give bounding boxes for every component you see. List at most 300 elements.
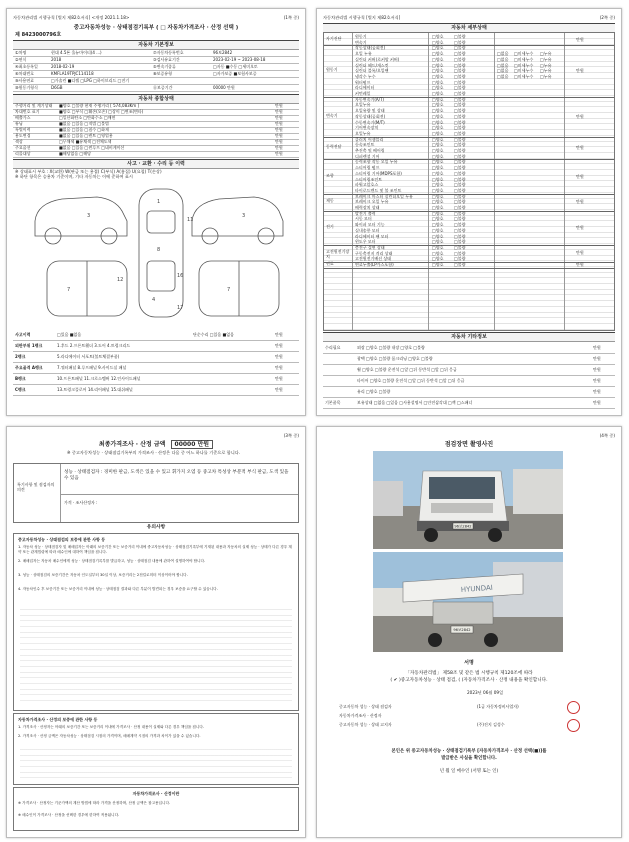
status-bad: □불량	[454, 182, 466, 188]
field-value: KMFLA19TPJC114118	[51, 71, 94, 76]
item-label: 동력조향 작동 오일 누유	[355, 159, 398, 165]
status-bad: □불량	[454, 244, 466, 250]
signer-role: 중고자동차 성능 · 상태 점검자	[339, 704, 392, 709]
group-label: 전기	[326, 223, 334, 229]
item-label: 스티어링 기어(MDPS포함)	[355, 170, 402, 176]
price-definition-title: 자동차가격조사 · 산정이란	[132, 791, 180, 796]
sign-date: 2023년 06월 09일	[467, 690, 504, 695]
field-label: ⑤변속기종류	[153, 64, 176, 69]
page-2	[316, 8, 622, 416]
status-bad: □불량	[454, 142, 466, 148]
group-label: 동력전달	[326, 144, 342, 149]
accident-label: B랭크	[15, 376, 26, 381]
status-good: □양호	[432, 199, 444, 205]
price-unit: 만원	[275, 151, 283, 156]
accident-value: 7.쿼터패널 8.루프패널 9.사이드실 패널	[57, 365, 127, 370]
svg-text:HYUNDAI: HYUNDAI	[460, 583, 494, 594]
other-value: 유리 □양호 □불량	[357, 389, 391, 394]
item-label: 구동축전지 격리 상태	[355, 250, 393, 256]
item-label: 파워고압호스	[355, 182, 379, 188]
other-value: 외장 □양호 □불량 내장 □양호 □불량	[357, 345, 425, 350]
signature-title: 서명	[464, 660, 474, 666]
signature-row	[337, 720, 561, 729]
status-good: □양호	[432, 85, 444, 91]
item-label: 냉각수 누수	[355, 73, 376, 79]
status-good: □양호	[432, 153, 444, 159]
opinion-text-2: 가격 · 조사산정자 :	[64, 500, 98, 505]
price-unit: 만원	[576, 36, 584, 42]
price-unit: 만원	[275, 376, 283, 381]
status-bad: □불량	[454, 73, 466, 79]
status-label: 색상	[15, 139, 23, 144]
price-unit: 만원	[275, 145, 283, 150]
section-other-info: 자동차 기타정보	[323, 332, 615, 342]
status-bad: □불량	[454, 222, 466, 228]
item-label: 시동 모터	[355, 216, 372, 222]
field-value: 2023-02-19 ~ 2023-08-18	[213, 57, 266, 62]
status-bad: □불량	[454, 159, 466, 165]
leak-minor: □미세누수	[514, 73, 534, 79]
item-label: 연료누출(LP가스포함)	[355, 262, 394, 267]
other-info-row	[323, 397, 615, 409]
other-value: 광택 □양호 □불량 룸크리닝 □양호 □불량	[357, 356, 433, 361]
status-value: ■없음 □있음 □렌트 □영업용	[59, 133, 113, 138]
other-value: 보유상태 □없음 □있음 □사용설명서 □안전삼각대 □잭 □스패너	[357, 400, 473, 405]
leak-none: □없음	[497, 56, 509, 62]
svg-text:7: 7	[227, 287, 231, 293]
status-good: □양호	[432, 102, 444, 108]
page-number: (3쪽 중)	[283, 433, 299, 438]
item-label: 워터펌프	[355, 79, 371, 85]
status-good: □양호	[432, 148, 444, 153]
signer-name: (1급 자동차정비사업자)	[477, 704, 519, 709]
item-label: 수동변속기(M/T)	[355, 119, 385, 125]
section-overall-status: 자동차 종합상태	[13, 94, 299, 104]
group-label: 고전원전기장치	[326, 249, 350, 259]
rear-plate: 96보2842	[453, 628, 471, 632]
leak-none: □없음	[497, 62, 509, 68]
status-good: □양호	[432, 56, 444, 62]
price-unit: 만원	[576, 224, 584, 230]
price-unit: 만원	[275, 332, 283, 337]
status-bad: □불량	[454, 250, 466, 256]
page-number: (4쪽 중)	[599, 433, 615, 438]
status-good: □양호	[432, 216, 444, 222]
status-bad: □불량	[454, 79, 466, 85]
item-label: 오일유량 및 상태	[355, 108, 385, 114]
item-label: 충전구 절연 상태	[355, 244, 385, 250]
status-good: □양호	[432, 136, 444, 142]
item-label: 오일누유	[355, 102, 371, 108]
field-label: ⑪보증기간	[153, 85, 173, 90]
group-label: 조향	[326, 172, 334, 178]
item-label: 와이퍼 모터 기능	[355, 222, 385, 228]
leak-minor: □미세누수	[514, 56, 534, 62]
price-unit: 만원	[275, 354, 283, 359]
item-label: 추진축 및 베어링	[355, 148, 385, 153]
leak-oil: □누유	[540, 51, 552, 57]
status-good: □양호	[432, 170, 444, 176]
front-photo	[373, 451, 563, 549]
item-label: 실린더 헤드/개스킷	[355, 62, 389, 68]
receipt-text-2: 발급받은 사실을 확인합니다.	[441, 756, 497, 761]
final-price-title: 최종가격조사 · 산정 금액	[98, 441, 166, 448]
field-label: ⑥차대번호	[15, 71, 35, 76]
status-label: 주요옵션	[15, 145, 31, 150]
page-number: (2쪽 중)	[599, 15, 615, 20]
status-good: □양호	[432, 73, 444, 79]
field-value: □가솔린 ■디젤 □LPG □하이브리드 □전기	[51, 78, 130, 83]
item-label: 오일누유	[355, 130, 371, 136]
item-label: 배력장치 상태	[355, 205, 380, 210]
item-label: 라디에이터 팬 모터	[355, 233, 389, 239]
svg-text:17: 17	[177, 305, 184, 311]
group-label: 자기진단	[326, 35, 342, 41]
svg-text:4: 4	[152, 297, 156, 303]
price-unit: 만원	[593, 345, 601, 350]
status-good: □양호	[432, 45, 444, 51]
status-good: □양호	[432, 51, 444, 57]
field-label: ②연식	[15, 57, 27, 62]
price-unit: 만원	[576, 250, 584, 256]
price-unit: 만원	[576, 173, 584, 179]
signature-row	[337, 702, 561, 711]
final-price-amount: 00000 만원	[171, 440, 214, 449]
status-value: ■없음 □있음 □침수 □화재	[59, 127, 109, 132]
other-value: 타이어 □양호 □불량 운전석 □앞 □뒤 동반석 □앞 □뒤 응급	[357, 378, 465, 383]
status-bad: □불량	[454, 130, 466, 136]
front-plate: 96보2842	[454, 524, 472, 529]
page-header: 자동차관리법 시행규칙 [별지 제82호서식]	[323, 15, 401, 20]
price-unit: 만원	[275, 133, 283, 138]
item-label: 원동기	[355, 34, 367, 39]
accident-label: C랭크	[15, 387, 26, 392]
status-bad: □불량	[454, 165, 466, 171]
status-good: □양호	[432, 79, 444, 85]
accident-value: □있음 ■없음	[57, 332, 82, 337]
item-label: 브레이크 오일 누유	[355, 199, 389, 205]
item-label: 오일 누유	[355, 51, 372, 57]
item-label: 스티어링조인트	[355, 176, 383, 182]
leak-minor: □미세누수	[514, 51, 534, 57]
group-label: 연료	[326, 260, 334, 266]
detail-status-grid	[323, 32, 615, 331]
status-good: □양호	[432, 113, 444, 119]
price-unit: 만원	[275, 387, 283, 392]
status-good: □양호	[432, 256, 444, 262]
svg-text:1: 1	[157, 199, 161, 205]
page-title: 중고자동차성능 · 상태점검기록부 ( □ 자동차가격조사 · 산정 선택 )	[73, 25, 239, 31]
status-good: □양호	[432, 39, 444, 45]
field-value: 00000 만원	[213, 85, 235, 90]
item-label: 발전기 출력	[355, 210, 376, 216]
final-price-subtitle: ※ 중고자동차성능 · 상태점검기록부의 가격조사 · 산정은 다음 중 어느 하나를 기준으로 합니다.	[67, 450, 241, 455]
notice-item: 1. 자동차 성능 · 상태점검자 및 매매업자는 아래의 보증기간 또는 보증거리 이내에 중고자동차성능 · 상태점검기록부에 기재된 내용과 자동차의 실제 성능 · 상태가 다른 경우 계약 또는 관계법령에 따라 매수인에 대하여 책임을 집니다.	[18, 545, 292, 554]
status-bad: □불량	[454, 148, 466, 153]
signer-name: (주)진지 김성수	[477, 722, 505, 727]
svg-text:11: 11	[187, 217, 194, 223]
page-4	[316, 426, 622, 838]
page-header: 자동차관리법 시행규칙 [별지 제82호서식] <개정 2021.1.18>	[13, 15, 130, 20]
status-bad: □불량	[454, 34, 466, 39]
status-value: ■양호 □불량 현재 주행거리 [ 574,083Km ]	[59, 103, 140, 108]
field-label: ⑩원동기형식	[15, 85, 38, 90]
price-unit: 만원	[593, 367, 601, 372]
signer-role: 자동차가격조사 · 산정자	[339, 713, 382, 718]
price-unit: 만원	[275, 109, 283, 114]
field-label: ⑨사용연료	[15, 78, 35, 83]
status-bad: □불량	[454, 256, 466, 262]
price-unit: 만원	[576, 68, 584, 74]
field-label: ①차명	[15, 50, 27, 55]
page-number: (1쪽 중)	[283, 15, 299, 20]
field-value: □자동 ■수동 □세미오토	[213, 64, 258, 69]
status-bad: □불량	[454, 187, 466, 193]
notice-box	[13, 533, 299, 711]
accident-value: 1.후드 2.프론트휀더 3.도어 4.트렁크리드	[57, 343, 131, 348]
accident-note: ※ 상태표시 부호 : X(교환) W(판금 또는 용접) C(부식) A(흠집) U(요철) T(손상)	[15, 169, 162, 174]
status-good: □양호	[432, 193, 444, 199]
signer-role: 중고자동차 성능 · 상태 고지자	[339, 722, 392, 727]
seal-stamp	[567, 719, 580, 732]
price-definition-box	[13, 787, 299, 831]
status-bad: □불량	[454, 170, 466, 176]
opinion-label: 특기사항 및 점검자의 의견	[17, 482, 55, 492]
field-label: ⑦자동차등록번호	[153, 50, 184, 55]
price-unit: 만원	[275, 139, 283, 144]
status-good: □양호	[432, 222, 444, 228]
status-value: ■양호 □부식 □훼손(오손) □상이 □변조(변타)	[59, 109, 144, 114]
status-good: □양호	[432, 205, 444, 210]
status-bad: □불량	[454, 91, 466, 96]
item-label: 실린더 블록/오일팬	[355, 68, 389, 74]
status-value: □무채색 ■유채색 □전체도색	[59, 139, 112, 144]
notice-item: 4. 자동차인수 후 보증기간 또는 보증거리 이내에 성능 · 상태점검 결과와 다른 부분이 발견되는 경우 보증을 요구할 수 있습니다.	[18, 587, 218, 591]
item-label: 커먼레일	[355, 91, 371, 96]
status-value: ■해당없음 □해당	[59, 151, 92, 156]
item-label: 실린더 커버(로커암 커버)	[355, 56, 400, 62]
price-unit: 만원	[275, 103, 283, 108]
item-label: 기어변속장치	[355, 125, 379, 131]
price-unit: 만원	[593, 378, 601, 383]
rear-photo	[373, 552, 563, 652]
price-unit: 만원	[576, 199, 584, 205]
field-value: 2018-02-19	[51, 64, 75, 69]
notice-item: 2. 가격조사 · 산정 금액은 자동차성능 · 상태점검 시점의 가격이며, 매매계약 시점의 가격과 차이가 있을 수 있습니다.	[18, 734, 201, 738]
item-label: 작동상태(공회전)	[355, 113, 386, 119]
status-good: □양호	[432, 176, 444, 182]
status-good: □양호	[432, 244, 444, 250]
status-row	[13, 151, 299, 158]
document-number: 제 8423000796호	[15, 32, 62, 38]
notice-item: ※ 가격조사 · 산정자는 기준가액의 계산 방법에 따라 가격을 산정하며, 산정 금액은 참고용입니다.	[18, 801, 171, 805]
price-unit: 만원	[275, 343, 283, 348]
status-bad: □불량	[454, 199, 466, 205]
field-value: D6GB	[51, 85, 63, 90]
status-bad: □불량	[454, 210, 466, 216]
status-bad: □불량	[454, 85, 466, 91]
status-bad: □불량	[454, 39, 466, 45]
status-bad: □불량	[454, 51, 466, 57]
notice-item: 1. 가격조사 · 산정자는 아래의 보증기간 또는 보증거리 이내에 가격조사 · 산정 내용이 실제와 다른 경우 책임을 집니다.	[18, 725, 204, 729]
status-bad: □불량	[454, 45, 466, 51]
status-good: □양호	[432, 130, 444, 136]
status-bad: □불량	[454, 96, 466, 102]
other-value: 휠 □양호 □불량 운전석 □앞 □뒤 동반석 □앞 □뒤 응급	[357, 367, 457, 372]
status-bad: □불량	[454, 239, 466, 245]
accident-label: 주요골격 A랭크	[15, 365, 43, 370]
price-unit: 만원	[576, 261, 584, 267]
status-good: □양호	[432, 34, 444, 39]
field-label: ⑧보증유형	[153, 71, 173, 76]
other-label: 기본품목	[325, 400, 341, 405]
svg-text:12: 12	[117, 277, 124, 283]
law-text-2: ( ✔ )중고자동차성능 · 상태 점검, ( )자동차가격조사 · 산정 내용을 확인합니다.	[390, 678, 548, 683]
status-good: □양호	[432, 119, 444, 125]
price-unit: 만원	[275, 121, 283, 126]
leak-oil: □누유	[540, 68, 552, 74]
field-value: □자가보증 ■보험사보증	[213, 71, 257, 76]
field-label: ④최초등록일	[15, 64, 38, 69]
leak-minor: □미세누수	[514, 68, 534, 74]
item-label: 디퍼렌셜 기어	[355, 153, 380, 159]
price-unit: 만원	[275, 127, 283, 132]
law-text: 「자동차관리법」 제58조 및 같은 법 시행규칙 제120조에 따라	[405, 671, 533, 676]
group-label: 변속기	[326, 112, 338, 118]
item-label: 스티어링 펌프	[355, 165, 380, 171]
opinion-text: 성능 · 상태점검자 : 경미한 판금, 도색은 있을 수 있고 휘가지 오염 등 중고차 특성상 부분적 부식 판금, 도색 있을 수 있음	[64, 470, 289, 481]
accident-value: 10.프론트패널 11.크로스멤버 12.인사이드패널	[57, 376, 141, 381]
item-label: 자동변속기(A/T)	[355, 96, 384, 102]
status-label: 튜닝	[15, 121, 23, 126]
status-bad: □불량	[454, 193, 466, 199]
item-label: 윈도우 모터	[355, 239, 376, 245]
status-label: 배출가스	[15, 115, 31, 120]
price-unit: 만원	[275, 115, 283, 120]
status-bad: □불량	[454, 102, 466, 108]
accident-subnote: ※ 하단 항목은 승용차 기준이며, 기타 자동차는 이에 준하여 표시	[15, 174, 133, 179]
car-damage-diagram	[27, 181, 287, 326]
item-label: 타이로드엔드 및 볼 조인트	[355, 187, 402, 193]
status-label: 주행거리 및 계기상태	[15, 103, 53, 108]
price-unit: 만원	[593, 400, 601, 405]
leak-none: □없음	[497, 68, 509, 74]
notice-item: ※ 매수인이 가격조사 · 산정을 선택한 경우에 한하여 적용됩니다.	[18, 813, 120, 817]
notice-title: 유의사항	[146, 525, 166, 530]
item-label: 변속기	[355, 39, 367, 45]
status-good: □양호	[432, 91, 444, 96]
status-bad: □불량	[454, 56, 466, 62]
seal-stamp	[567, 701, 580, 714]
field-value: 현대 4.5톤 올뉴마이티(4 ...)	[51, 50, 102, 55]
status-label: 용도변경	[15, 133, 31, 138]
price-notice-box	[13, 713, 299, 785]
svg-text:7: 7	[67, 287, 71, 293]
status-bad: □불량	[454, 136, 466, 142]
item-label: 등속조인트	[355, 142, 375, 148]
notice-subtitle: 중고자동차성능 · 상태점검의 보증에 관한 사항 등	[18, 537, 106, 542]
item-label: 작동상태(공회전)	[355, 45, 386, 51]
status-bad: □불량	[454, 216, 466, 222]
accident-label: 외판부위 1랭크	[15, 343, 43, 348]
status-good: □양호	[432, 210, 444, 216]
item-label: 브레이크 마스터 실린더오일 누유	[355, 193, 413, 199]
accident-label: 사고이력	[15, 332, 31, 337]
item-label: 고전원전기배선 상태	[355, 256, 392, 262]
leak-oil: □누유	[540, 62, 552, 68]
status-value: ■없음 □있음 □적법 □불법	[59, 121, 109, 126]
section-detail-status: 자동차 세부상태	[323, 23, 615, 33]
section-accident-history: 사고 · 교환 · 수리 등 이력	[13, 159, 299, 169]
status-label: 특별이력	[15, 127, 31, 132]
page-1	[6, 8, 306, 416]
status-bad: □불량	[454, 176, 466, 182]
status-bad: □불량	[454, 62, 466, 68]
status-bad: □불량	[454, 262, 466, 267]
opinion-box	[13, 463, 299, 523]
price-unit: 만원	[576, 145, 584, 150]
price-unit: 만원	[593, 389, 601, 394]
status-good: □양호	[432, 250, 444, 256]
status-good: □양호	[432, 142, 444, 148]
group-label: 제동	[326, 198, 334, 204]
basic-info-row	[13, 84, 299, 92]
group-label: 원동기	[326, 67, 338, 73]
other-label: 수리필요	[325, 345, 341, 350]
accident-label: 2랭크	[15, 354, 26, 359]
status-good: □양호	[432, 68, 444, 74]
status-good: □양호	[432, 182, 444, 188]
status-good: □양호	[432, 108, 444, 114]
accident-value: 5.라디에이터 서포트(볼트체결부품)	[57, 354, 120, 359]
field-value: 96보2842	[213, 50, 233, 55]
section-basic-info: 자동차 기본정보	[13, 40, 299, 50]
notice-item: 3. 성능 · 상태점검의 보증기간은 자동차 인도일부터 30일 이상, 보증거리는 2천킬로미터 이상이어야 합니다.	[18, 573, 188, 577]
svg-text:8: 8	[157, 247, 161, 253]
price-unit: 만원	[593, 356, 601, 361]
buyer-signature: 년 월 일 매수인 (서명 또는 인)	[439, 769, 499, 774]
status-good: □양호	[432, 239, 444, 245]
status-bad: □불량	[454, 233, 466, 239]
page-3	[6, 426, 306, 838]
receipt-text: 본인은 위 중고자동차성능 · 상태점검기록부 [자동차가격조사 · 산정 선택(■)]를	[391, 749, 547, 754]
status-bad: □불량	[454, 68, 466, 74]
field-label: ③검사유효기간	[153, 57, 180, 62]
accident-value: 13.트렁크플로어 14.리어패널 15.대쉬패널	[57, 387, 133, 392]
status-value: □일산화탄소 □탄화수소 □매연	[59, 115, 116, 120]
photo-section-title: 점검장면 촬영사진	[444, 441, 494, 448]
item-label: 라디에이터	[355, 85, 375, 91]
field-value: 2018	[51, 57, 62, 62]
status-bad: □불량	[454, 153, 466, 159]
status-value: ■없음 □있음 □썬루프 □네비게이션	[59, 145, 125, 150]
price-unit: 만원	[576, 113, 584, 119]
accident-row	[13, 384, 299, 396]
leak-oil: □누유	[540, 56, 552, 62]
status-good: □양호	[432, 165, 444, 171]
status-bad: □불량	[454, 205, 466, 210]
status-bad: □불량	[454, 125, 466, 131]
status-good: □양호	[432, 96, 444, 102]
status-bad: □불량	[454, 113, 466, 119]
svg-text:3: 3	[242, 213, 246, 219]
signature-row	[337, 711, 561, 720]
accident-value-2: 단순수리 □있음 ■없음	[193, 332, 235, 337]
status-bad: □불량	[454, 108, 466, 114]
leak-none: □없음	[497, 51, 509, 57]
status-good: □양호	[432, 233, 444, 239]
svg-text:16: 16	[177, 273, 184, 279]
